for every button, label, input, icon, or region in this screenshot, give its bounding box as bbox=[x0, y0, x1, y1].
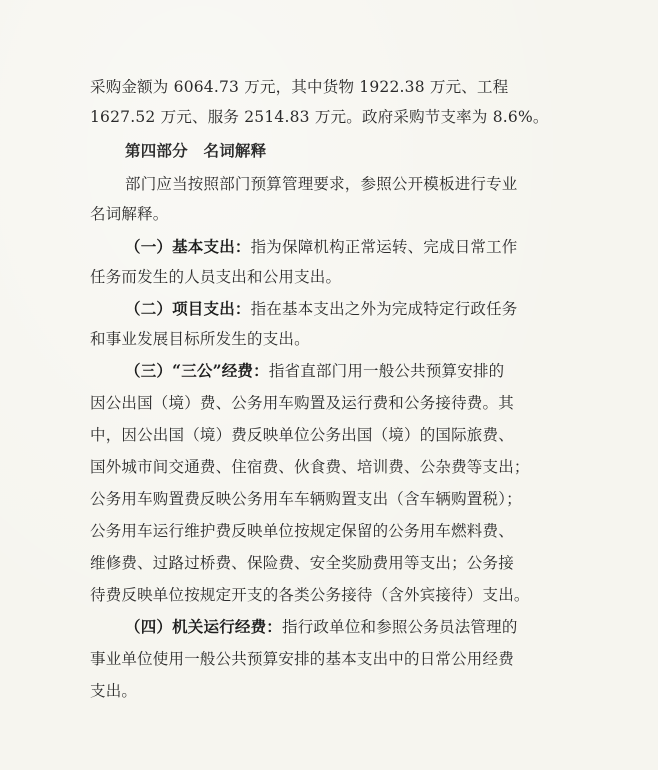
definition-text: 指省直部门用一般公共预算安排的 bbox=[268, 362, 505, 380]
definition-text: 指行政单位和参照公务员法管理的 bbox=[282, 618, 518, 636]
paragraph-line: 待费反映单位按规定开支的各类公务接待（含外宾接待）支出。 bbox=[90, 586, 530, 604]
paragraph-line: 事业单位使用一般公共预算安排的基本支出中的日常公用经费 bbox=[90, 650, 514, 668]
definition-line bbox=[125, 361, 504, 381]
definition-term: （二）项目支出： bbox=[125, 299, 251, 318]
paragraph-line: 1627.52 万元、服务 2514.83 万元。政府采购节支率为 8.6%。 bbox=[90, 108, 549, 126]
section-heading: 第四部分 名词解释 bbox=[125, 142, 267, 160]
definition-line bbox=[125, 237, 518, 257]
paragraph-line: 部门应当按照部门预算管理要求，参照公开模板进行专业 bbox=[125, 175, 518, 193]
definition-term: （四）机关运行经费： bbox=[125, 617, 283, 636]
paragraph-line: 国外城市间交通费、住宿费、伙食费、培训费、公杂费等支出； bbox=[90, 458, 530, 476]
definition-text: 指为保障机构正常运转、完成日常工作 bbox=[250, 238, 518, 256]
paragraph-line: 和事业发展目标所发生的支出。 bbox=[90, 330, 310, 348]
paragraph-line: 支出。 bbox=[90, 682, 138, 700]
paragraph-line: 因公出国（境）费、公务用车购置及运行费和公务接待费。其 bbox=[90, 394, 514, 412]
definition-term: （一）基本支出： bbox=[125, 237, 251, 256]
paragraph-line: 任务而发生的人员支出和公用支出。 bbox=[90, 268, 342, 286]
definition-line bbox=[125, 617, 518, 637]
paragraph-line: 维修费、过路过桥费、保险费、安全奖励费用等支出；公务接 bbox=[90, 554, 514, 572]
definition-line bbox=[125, 299, 518, 319]
paragraph-line: 中，因公出国（境）费反映单位公务出国（境）的国际旅费、 bbox=[90, 426, 514, 444]
paragraph-line: 公务用车运行维护费反映单位按规定保留的公务用车燃料费、 bbox=[90, 522, 514, 540]
paragraph-line: 名词解释。 bbox=[90, 205, 169, 223]
definition-text: 指在基本支出之外为完成特定行政任务 bbox=[250, 300, 518, 318]
definition-term: （三）“三公”经费： bbox=[125, 361, 269, 380]
paragraph-line: 公务用车购置费反映公务用车车辆购置支出（含车辆购置税）； bbox=[90, 490, 522, 508]
paragraph-line: 采购金额为 6064.73 万元，其中货物 1922.38 万元、工程 bbox=[90, 78, 509, 96]
